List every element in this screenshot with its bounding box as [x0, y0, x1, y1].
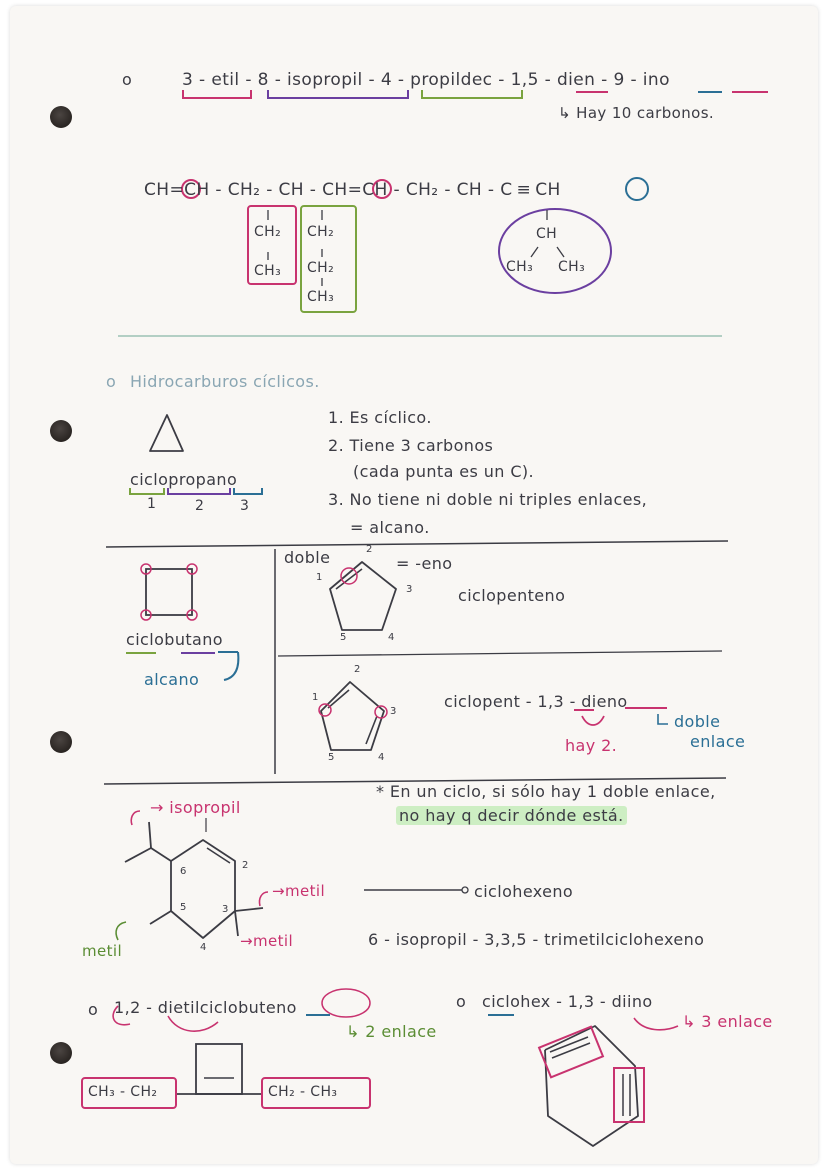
name-part: 3 - etil [182, 70, 240, 90]
double-label: doble [284, 548, 331, 567]
isopropyl-ch3: CH₃ [558, 259, 586, 275]
cyclobutane-name: ciclobutano [126, 630, 223, 649]
metil-label: metil [82, 942, 123, 960]
carbon-number: 4 [378, 752, 385, 763]
cyclohexadiyne-note: ↳ 3 enlace [682, 1012, 773, 1031]
carbon-number: 3 [222, 904, 229, 915]
carbon-number: 3 [240, 498, 250, 514]
carbon-number: 5 [180, 902, 187, 913]
rule-line: no hay q decir dónde está. [396, 806, 627, 825]
isopropil-label: → isopropil [150, 798, 241, 817]
name-part: dec [460, 70, 493, 90]
ciclohexeno-label: ciclohexeno [474, 882, 574, 901]
left-ethyl-group: CH₃ - CH₂ [88, 1084, 158, 1100]
name-part: - 4 - propil [362, 70, 461, 90]
carbon-number: 4 [388, 632, 395, 643]
trimethyl-full-name: 6 - isopropil - 3,3,5 - trimetilciclohexeno [368, 930, 705, 949]
metil-label: →metil [240, 932, 294, 950]
diethylcyclobutene-name: 1,2 - dietilciclobuteno [114, 998, 297, 1017]
carbon-number: 1 [312, 692, 319, 703]
propyl-ch2: CH₂ [307, 260, 335, 276]
carbon-number: 2 [354, 664, 361, 675]
diethylcyclobutene-note: ↳ 2 enlace [346, 1022, 437, 1041]
carbon-number: 3 [390, 706, 397, 717]
carbon-number: 5 [340, 632, 347, 643]
bullet: o [122, 70, 133, 89]
section-bullet: o [106, 372, 117, 391]
carbon-number: 5 [328, 752, 335, 763]
isopropyl-ch: CH [536, 226, 558, 242]
rule-line: * En un ciclo, si sólo hay 1 doble enlace, [376, 782, 716, 801]
carbon-number: 6 [180, 866, 187, 877]
cyclopentadiene-name: ciclopent - 1,3 - dieno [444, 692, 628, 711]
note-doble: doble [674, 712, 721, 731]
cyclopropane-note: = alcano. [350, 518, 430, 537]
cyclopropane-note: 2. Tiene 3 carbonos [328, 436, 494, 455]
carbon-number: 2 [195, 498, 205, 514]
cyclopropane-name: ciclopropano [130, 470, 238, 489]
note-enlace: enlace [690, 732, 746, 751]
carbon-number: 1 [147, 496, 157, 512]
cyclopentene-name: ciclopenteno [458, 586, 566, 605]
metil-label: →metil [272, 882, 326, 900]
notebook-page [10, 6, 818, 1164]
carbon-number: 3 [406, 584, 413, 595]
cyclopropane-note: 1. Es cíclico. [328, 408, 432, 427]
ethyl-ch3: CH₃ [254, 263, 282, 279]
bullet: o [456, 992, 467, 1011]
right-ethyl-group: CH₂ - CH₃ [268, 1084, 338, 1100]
name-part: - 1,5 - dien [492, 70, 596, 90]
bullet: o [88, 1000, 99, 1019]
carbon-number: 2 [242, 860, 249, 871]
eno-note: = -eno [396, 554, 453, 573]
isopropyl-ch3: CH₃ [506, 259, 534, 275]
cyclopropane-note: (cada punta es un C). [353, 462, 535, 481]
main-chain: CH=CH - CH₂ - CH - CH=CH - CH₂ - CH - C ≡ CH [144, 180, 561, 200]
carbon-count-note: ↳ Hay 10 carbonos. [558, 104, 715, 122]
name-part: - 8 - isopropil [239, 70, 363, 90]
propyl-ch2: CH₂ [307, 224, 335, 240]
cyclo-drawings [10, 6, 818, 1164]
cyclopropane-note: 3. No tiene ni doble ni triples enlaces, [328, 490, 648, 509]
propyl-ch3: CH₃ [307, 289, 335, 305]
ethyl-ch2: CH₂ [254, 224, 282, 240]
carbon-number: 4 [200, 942, 207, 953]
carbon-number: 1 [316, 572, 323, 583]
note-hay: hay 2. [565, 736, 618, 755]
carbon-number: 2 [366, 544, 373, 555]
cyclohexadiyne-name: ciclohex - 1,3 - diino [482, 992, 653, 1011]
cyclobutane-tag: alcano [144, 670, 200, 689]
section-title: Hidrocarburos cíclicos. [130, 372, 320, 391]
name-part: - 9 - ino [595, 70, 670, 90]
